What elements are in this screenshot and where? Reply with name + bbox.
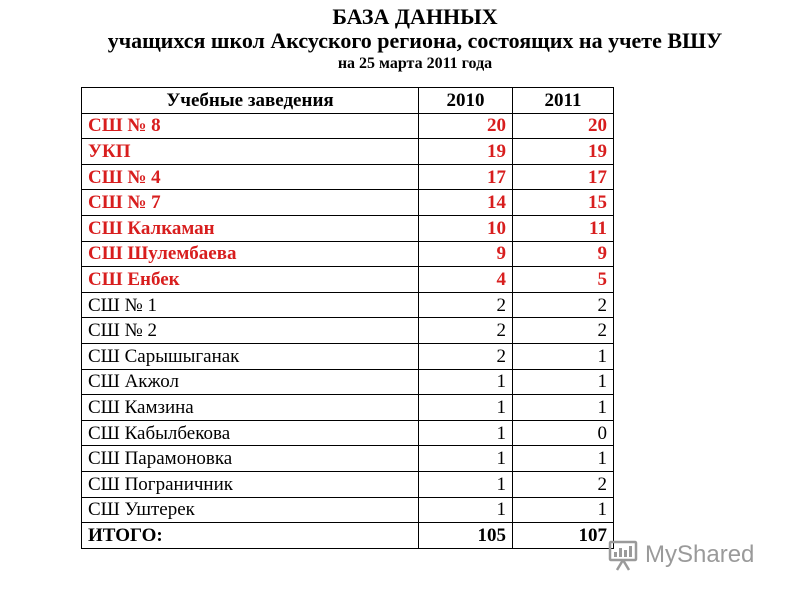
value-2011: 15 <box>513 190 614 216</box>
institution-name: СШ Шулембаева <box>82 241 419 267</box>
table-row <box>82 113 614 139</box>
value-2010: 10 <box>419 215 513 241</box>
value-2010: 1 <box>419 369 513 395</box>
value-2010: 9 <box>419 241 513 267</box>
value-2011: 2 <box>513 318 614 344</box>
page-title: БАЗА ДАННЫХ <box>332 4 498 29</box>
value-2011: 1 <box>513 395 614 421</box>
header-2010: 2010 <box>419 88 513 114</box>
institution-name: СШ Акжол <box>82 369 419 395</box>
table-row <box>82 420 614 446</box>
value-2010: 2 <box>419 343 513 369</box>
value-2011: 1 <box>513 497 614 523</box>
table-row <box>82 267 614 293</box>
page-subtitle: учащихся школ Аксуского региона, состоящих на учете ВШУ <box>107 28 723 53</box>
table-row <box>82 395 614 421</box>
value-2010: 19 <box>419 139 513 165</box>
value-2010: 1 <box>419 471 513 497</box>
value-2010: 1 <box>419 446 513 472</box>
date-caption: на 25 марта 2011 года <box>337 55 493 72</box>
institution-name: СШ Калкаман <box>82 215 419 241</box>
table-row <box>82 369 614 395</box>
value-2010: 2 <box>419 318 513 344</box>
institution-name: УКП <box>82 139 419 165</box>
institution-name: СШ Сарышыганак <box>82 343 419 369</box>
value-2011: 20 <box>513 113 614 139</box>
institution-name: СШ № 8 <box>82 113 419 139</box>
value-2011: 11 <box>513 215 614 241</box>
institution-name: СШ Камзина <box>82 395 419 421</box>
institution-name: СШ Енбек <box>82 267 419 293</box>
table-header-row <box>82 88 614 114</box>
table-row <box>82 471 614 497</box>
table-row <box>82 241 614 267</box>
total-2010: 105 <box>419 523 513 549</box>
institution-name: СШ Парамоновка <box>82 446 419 472</box>
total-2011: 107 <box>513 523 614 549</box>
table-row <box>82 292 614 318</box>
value-2011: 5 <box>513 267 614 293</box>
table-row <box>82 343 614 369</box>
table-row <box>82 446 614 472</box>
institution-name: СШ № 2 <box>82 318 419 344</box>
value-2010: 1 <box>419 395 513 421</box>
total-label: ИТОГО: <box>82 523 419 549</box>
value-2011: 1 <box>513 446 614 472</box>
table-row <box>82 215 614 241</box>
value-2011: 2 <box>513 471 614 497</box>
institution-name: СШ Кабылбекова <box>82 420 419 446</box>
institution-name: СШ № 7 <box>82 190 419 216</box>
institution-name: СШ № 4 <box>82 164 419 190</box>
value-2010: 17 <box>419 164 513 190</box>
value-2011: 1 <box>513 369 614 395</box>
value-2011: 9 <box>513 241 614 267</box>
table-row <box>82 318 614 344</box>
institution-name: СШ № 1 <box>82 292 419 318</box>
table-row <box>82 164 614 190</box>
value-2011: 0 <box>513 420 614 446</box>
value-2011: 17 <box>513 164 614 190</box>
table-row <box>82 139 614 165</box>
watermark-text: MyShared <box>645 541 755 568</box>
table-row <box>82 190 614 216</box>
value-2010: 2 <box>419 292 513 318</box>
table-body <box>82 113 614 548</box>
header-2011: 2011 <box>513 88 614 114</box>
value-2010: 20 <box>419 113 513 139</box>
value-2011: 19 <box>513 139 614 165</box>
value-2010: 1 <box>419 497 513 523</box>
value-2011: 1 <box>513 343 614 369</box>
presentation-board-icon <box>607 538 641 572</box>
value-2010: 14 <box>419 190 513 216</box>
watermark-logo <box>607 537 767 573</box>
value-2011: 2 <box>513 292 614 318</box>
institution-name: СШ Пограничник <box>82 471 419 497</box>
header-institutions: Учебные заведения <box>82 88 419 114</box>
table-row <box>82 497 614 523</box>
value-2010: 4 <box>419 267 513 293</box>
total-row <box>82 523 614 549</box>
students-table <box>81 87 614 549</box>
value-2010: 1 <box>419 420 513 446</box>
institution-name: СШ Уштерек <box>82 497 419 523</box>
